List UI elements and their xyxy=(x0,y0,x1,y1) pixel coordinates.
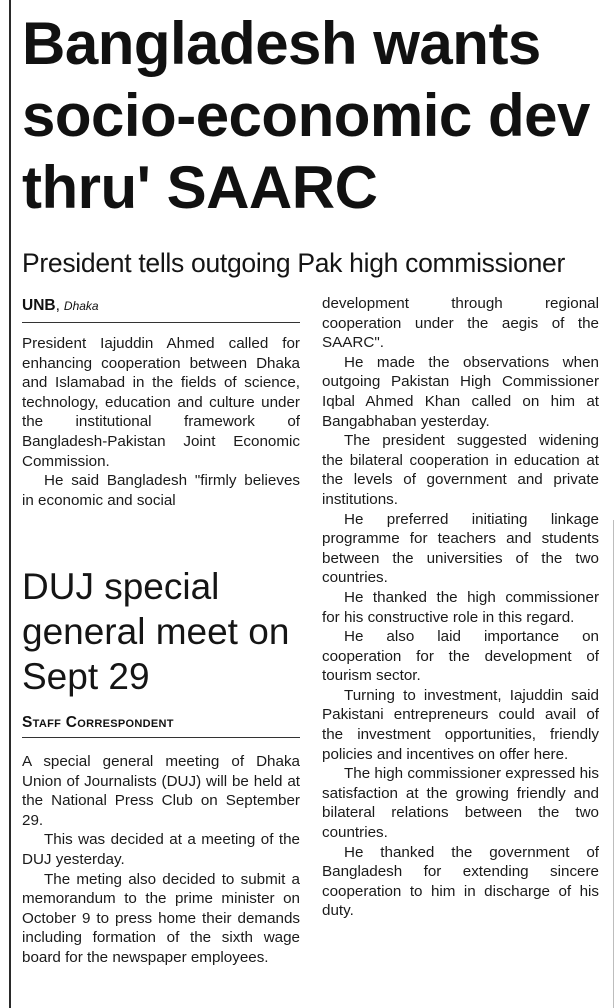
article-paragraph: A special general meeting of Dhaka Union of Journalists (DUJ) will be held at the National Press Club on September 29. xyxy=(22,753,300,829)
article-paragraph: He thanked the government of Bangladesh for extending sincere cooperation to him in discharge of his duty. xyxy=(322,843,599,920)
article-paragraph: The high commissioner expressed his satisfaction at the growing friendly and bilateral relations between the two countries. xyxy=(322,765,599,842)
article-paragraph: This was decided at a meeting of the DUJ yesterday. xyxy=(22,831,300,868)
article-paragraph: He thanked the high commissioner for his constructive role in this regard. xyxy=(322,588,599,626)
main-story-right-column xyxy=(322,294,599,921)
article-paragraph: development through regional cooperation under the aegis of the SAARC". xyxy=(322,295,599,352)
second-byline: Staff Correspondent xyxy=(22,713,300,738)
main-byline xyxy=(22,296,300,323)
article-paragraph: President Iajuddin Ahmed called for enhancing cooperation between Dhaka and Islamabad in the fields of science, technology, education and culture under the institutional framework of Bangladesh-Pakistan Joint Economic Commission. xyxy=(22,335,300,470)
byline-separator: , xyxy=(55,297,60,314)
article-paragraph: The president suggested widening the bilateral cooperation in education at the levels of government and private institutions. xyxy=(322,432,599,508)
byline-location: Dhaka xyxy=(63,299,99,313)
article-paragraph: Turning to investment, Iajuddin said Pakistani entrepreneurs could avail of the investment opportunities, friendly policies and incentives on offer here. xyxy=(322,686,599,763)
column-rule-left xyxy=(9,0,11,1008)
main-subheadline: President tells outgoing Pak high commissioner xyxy=(22,248,565,278)
second-story-column xyxy=(22,752,300,968)
main-headline: Bangladesh wants socio-economic dev thru' SAARC xyxy=(22,10,590,221)
article-paragraph: The meting also decided to submit a memorandum to the prime minister on October 9 to press home their demands including formation of the sixth wage board for the newspaper employees. xyxy=(22,870,300,966)
byline-source: UNB xyxy=(22,297,56,314)
column-rule-right xyxy=(613,520,614,1008)
article-paragraph: He preferred initiating linkage programme for teachers and students between the universities of the two countries. xyxy=(322,510,599,587)
second-headline: DUJ special general meet on Sept 29 xyxy=(22,566,290,697)
article-paragraph: He also laid importance on cooperation for the development of tourism sector. xyxy=(322,628,599,685)
article-paragraph: He said Bangladesh "firmly believes in economic and social xyxy=(22,472,300,509)
main-story-left-column xyxy=(22,334,300,510)
article-paragraph: He made the observations when outgoing Pakistan High Commissioner Iqbal Ahmed Khan called on him at Bangabhaban yesterday. xyxy=(322,353,599,430)
